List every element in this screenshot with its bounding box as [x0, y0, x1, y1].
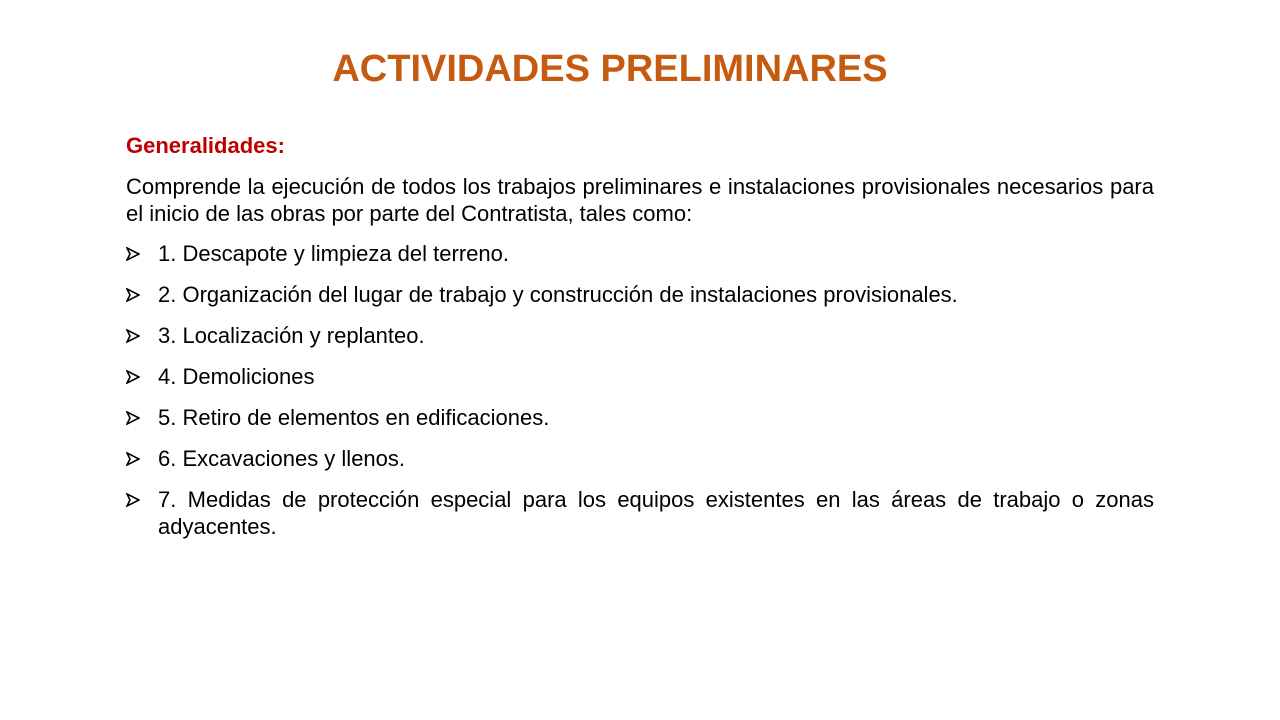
list-item [126, 363, 1154, 390]
slide-content [126, 132, 1154, 554]
list-item [126, 240, 1154, 267]
slide-title: ACTIVIDADES PRELIMINARES [332, 48, 888, 90]
arrow-bullet-icon [126, 281, 158, 302]
list-item-text: 7. Medidas de protección especial para los equipos existentes en las áreas de trabajo o zonas adyacentes. [158, 487, 1154, 539]
section-subtitle: Generalidades: [126, 133, 285, 158]
activities-list [126, 240, 1154, 540]
arrow-bullet-icon [126, 404, 158, 425]
list-item-text: 6. Excavaciones y llenos. [158, 446, 406, 471]
arrow-bullet-icon [126, 445, 158, 466]
arrow-bullet-icon [126, 322, 158, 343]
arrow-bullet-icon [126, 363, 158, 384]
list-item [126, 322, 1154, 349]
list-item-text: 5. Retiro de elementos en edificaciones. [158, 405, 550, 430]
list-item-text: 4. Demoliciones [158, 364, 315, 389]
list-item-text: 1. Descapote y limpieza del terreno. [158, 241, 509, 266]
arrow-bullet-icon [126, 486, 158, 507]
list-item-text: 2. Organización del lugar de trabajo y construcción de instalaciones provisionales. [158, 282, 958, 307]
intro-paragraph: Comprende la ejecución de todos los trabajos preliminares e instalaciones provisionales necesarios para el inicio de las obras por parte del Contratista, tales como: [126, 174, 1154, 226]
list-item [126, 486, 1154, 540]
list-item [126, 445, 1154, 472]
list-item-text: 3. Localización y replanteo. [158, 323, 425, 348]
list-item [126, 404, 1154, 431]
list-item [126, 281, 1154, 308]
arrow-bullet-icon [126, 240, 158, 261]
